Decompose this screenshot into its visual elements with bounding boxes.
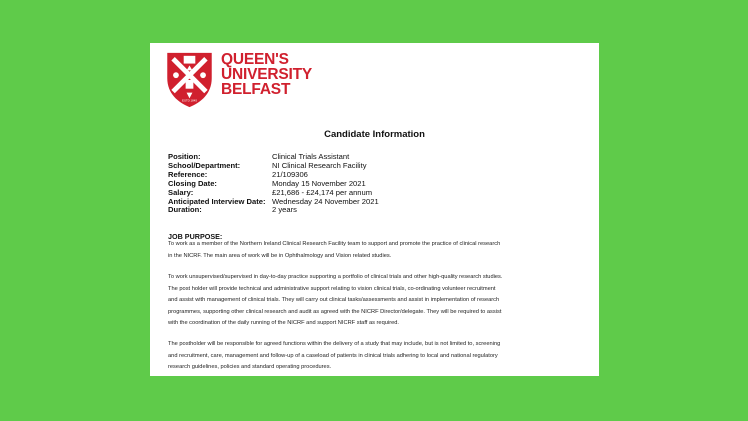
detail-value: Monday 15 November 2021 (272, 178, 366, 188)
detail-value: NI Clinical Research Facility (272, 160, 367, 170)
detail-value: Wednesday 24 November 2021 (272, 196, 379, 206)
detail-value: 2 years (272, 205, 297, 215)
detail-label: Salary: (168, 187, 194, 197)
svg-text:ESTD 1845: ESTD 1845 (182, 98, 197, 103)
document-title: Candidate Information (324, 129, 425, 140)
wordmark-line-2: UNIVERSITY (221, 66, 313, 83)
job-purpose-paragraph: To work as a member of the Northern Ireland Clinical Research Facility team to support and promote the practice of clinical research in the NICRF. The main area of work will be in Ophthalmology and Vision related studies. (168, 241, 501, 259)
responsibilities-paragraph: The postholder will be responsible for agreed functions within the delivery of a study that may include, but is not limited to, screening and recruitment, care, management and follow-up of a caseload of patients in clinical trials adhering to local and national regulatory research guidelines, policies and standard operating procedures. (168, 341, 501, 370)
detail-label: Anticipated Interview Date: (168, 196, 266, 206)
document-page (150, 43, 599, 376)
queens-crest-icon (165, 51, 214, 109)
detail-value: £21,686 - £24,174 per annum (272, 187, 373, 197)
detail-label: Reference: (168, 169, 208, 179)
duties-paragraph: To work unsupervised/supervised in day-to-day practice supporting a portfolio of clinical trials and other high-quality research studies. The post holder will provide technical and administrative support relating to vision clinical trials, co-ordinating volunteer recruitment and assist with management of clinical trials. They will carry out clinical tasks/assessments and assist in implementation of research programmes, supporting other clinical research and audit as agreed with the NICRF Director/delegate. They will be required to assist with the coordination of the daily running of the NICRF and support NICRF staff as required. (168, 274, 503, 326)
detail-row-duration (168, 206, 379, 215)
candidate-details (168, 153, 379, 215)
wordmark-line-3: BELFAST (221, 81, 291, 98)
detail-label: Duration: (168, 205, 202, 215)
wordmark-line-1: QUEEN'S (221, 51, 289, 68)
detail-label: Position: (168, 152, 201, 161)
job-purpose-heading: JOB PURPOSE: (168, 232, 223, 241)
university-wordmark (221, 52, 312, 97)
detail-label: School/Department: (168, 160, 241, 170)
detail-label: Closing Date: (168, 178, 217, 188)
detail-value: Clinical Trials Assistant (272, 152, 350, 161)
detail-value: 21/109306 (272, 169, 308, 179)
